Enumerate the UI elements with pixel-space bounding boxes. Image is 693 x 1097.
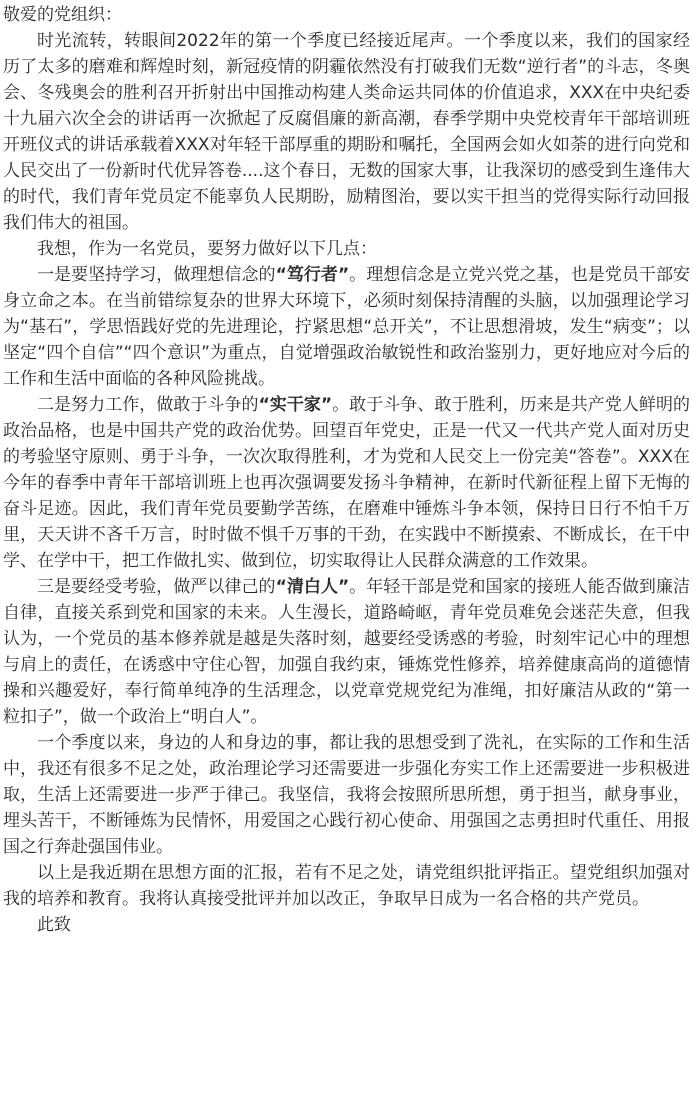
paragraph-conclusion: 以上是我近期在思想方面的汇报，若有不足之处，请党组织批评指正。望党组织加强对我的培养和教育。我将认真接受批评并加以改正，争取早日成为一名合格的共产党员。 (3, 863, 690, 909)
paragraph-point-two (3, 392, 690, 574)
paragraph-intro: 时光流转，转眼间2022年的第一个季度已经接近尾声。一个季度以来，我们的国家经历了太多的磨难和辉煌时刻，新冠疫情的阴霾依然没有打破我们无数“逆行者”的斗志，冬奥会、冬残奥会的胜利召开折射出中国推动构建人类命运共同体的价值追求，XXX在中央纪委十九届六次全会的讲话再一次掀起了反腐倡廉的新高潮，春季学期中央党校青年干部培训班开班仪式的讲话承载着XXX对年轻干部厚重的期盼和嘱托，全国两会如火如荼的进行向党和人民交出了一份新时代优异答卷....这个春日，无数的国家大事，让我深切的感受到生逢伟大的时代，我们青年党员定不能辜负人民期盼，励精图治，要以实干担当的党得实际行动回报我们伟大的祖国。 (3, 31, 690, 233)
point-one-keyword: “笃行者” (275, 265, 350, 285)
salutation: 敬爱的党组织： (3, 5, 122, 25)
paragraph-points-intro: 我想，作为一名党员，要努力做好以下几点： (37, 239, 377, 259)
paragraph-point-one (3, 262, 690, 392)
point-one-lead: 一是要坚持学习，做理想信念的 (37, 265, 276, 285)
point-two-lead: 二是努力工作，做敢于斗争的 (37, 395, 259, 415)
point-three-body: 。年轻干部是党和国家的接班人能否做到廉洁自律，直接关系到党和国家的未来。人生漫长，道路崎岖，青年党员难免会迷茫失意，但我认为，一个党员的基本修养就是越是失落时刻，越要经受诱惑的考验，时刻牢记心中的理想与肩上的责任，在诱惑中守住心智，加强自我约束，锤炼党性修养，培养健康高尚的道德情操和兴趣爱好，奉行简单纯净的生活理念，以党章党规党纪为准绳，扣好廉洁从政的“第一粒扣子”，做一个政治上“明白人”。 (3, 577, 691, 727)
paragraph-reflection: 一个季度以来，身边的人和身边的事，都让我的思想受到了洗礼，在实际的工作和生活中，我还有很多不足之处，政治理论学习还需要进一步强化夯实工作上还需要进一步积极进取，生活上还需要进一步严于律己。我坚信，我将会按照所思所想，勇于担当，献身事业，埋头苦干，不断锤炼为民情怀，用爱国之心践行初心使命、用强国之志勇担时代重任、用报国之行奔赴强国伟业。 (3, 733, 690, 857)
point-two-keyword: “实干家” (258, 395, 333, 415)
point-three-lead: 三是要经受考验，做严以律己的 (37, 577, 276, 597)
point-two-body: 。敢于斗争、敢于胜利，历来是共产党人鲜明的政治品格，也是中国共产党的政治优势。回望百年党史，正是一代又一代共产党人面对历史的考验坚守原则、勇于斗争，一次次取得胜利，才为党和人民交上一份完美“答卷”。XXX在今年的春季中青年干部培训班上也再次强调要发扬斗争精神，在新时代新征程上留下无悔的奋斗足迹。因此，我们青年党员要勤学苦练，在磨难中锤炼斗争本领，保持日日行不怕千万里，天天讲不吝千万言，时时做不惧千万事的干劲，在实践中不断摸索、不断成长，在干中学、在学中干，把工作做扎实、做到位，切实取得让人民群众满意的工作效果。 (3, 395, 690, 571)
paragraph-point-three (3, 574, 690, 730)
point-one-body: 。理想信念是立党兴党之基，也是党员干部安身立命之本。在当前错综复杂的世界大环境下，必须时刻保持清醒的头脑，以加强理论学习为“基石”，学思悟践好党的先进理论，拧紧思想“总开关”，不让思想滑坡，发生“病变”；以坚定“四个自信”“四个意识”为重点，自觉增强政治敏锐性和政治鉴别力，更好地应对今后的工作和生活中面临的各种风险挑战。 (3, 265, 691, 389)
point-three-keyword: “清白人” (275, 577, 350, 597)
closing-greeting: 此致 (37, 915, 71, 935)
